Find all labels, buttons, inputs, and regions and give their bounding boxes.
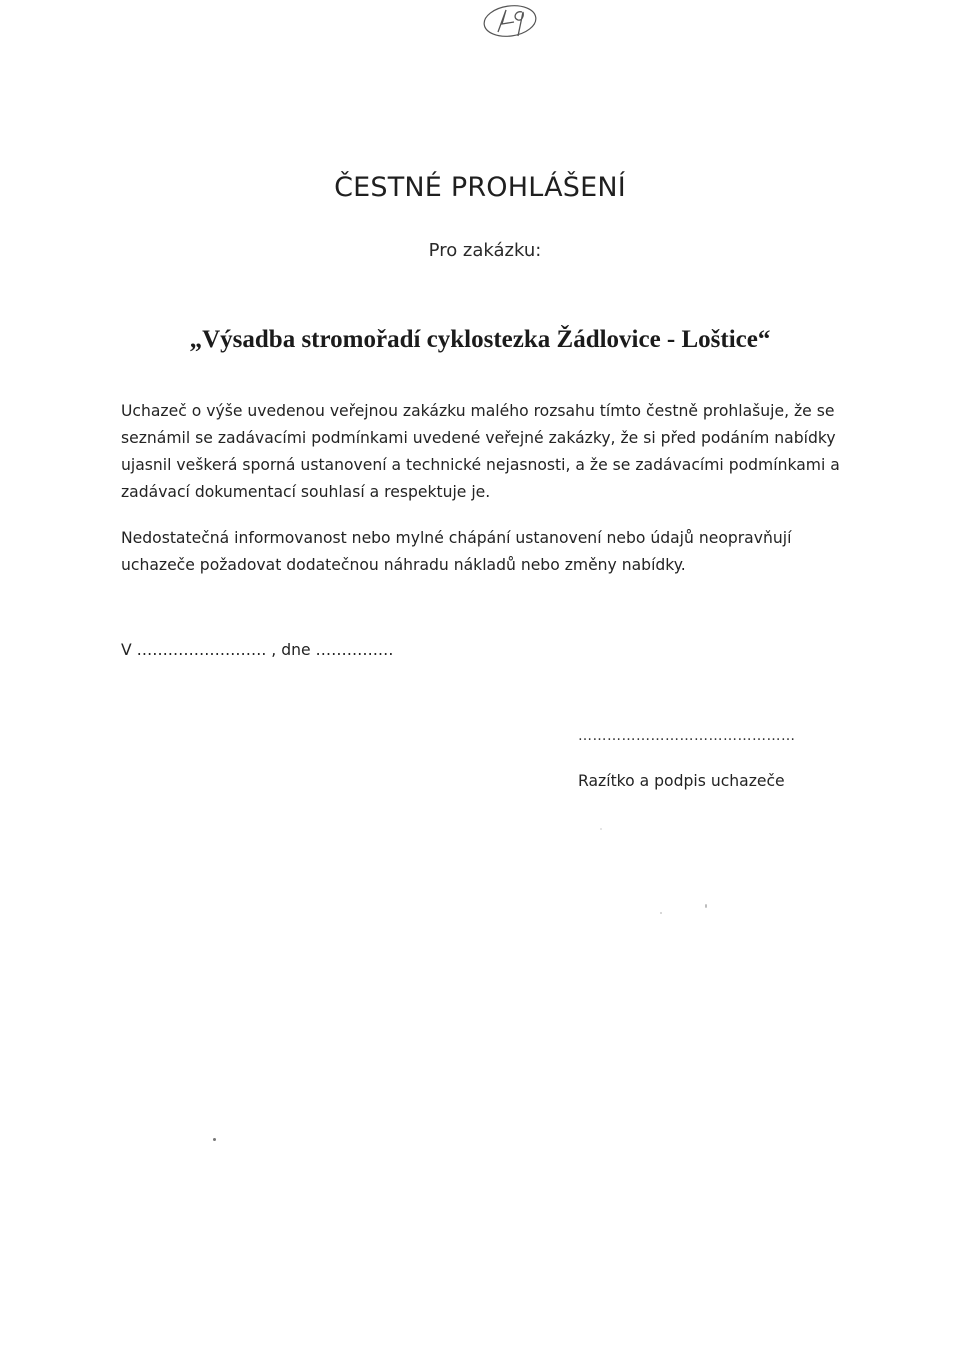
scan-speck bbox=[660, 912, 662, 914]
handwritten-page-number bbox=[478, 2, 542, 42]
contract-name: „Výsadba stromořadí cyklostezka Žádlovice - Loštice“ bbox=[189, 326, 771, 353]
scan-speck bbox=[213, 1138, 216, 1141]
declaration-paragraph-2: Nedostatečná informovanost nebo mylné chápání ustanovení nebo údajů neopravňují uchazeče požadovat dodatečnou náhradu nákladů nebo změny nabídky. bbox=[121, 529, 792, 574]
signature-label: Razítko a podpis uchazeče bbox=[578, 772, 785, 790]
document-title: ČESTNÉ PROHLÁŠENÍ bbox=[334, 172, 626, 203]
declaration-paragraph-1: Uchazeč o výše uvedenou veřejnou zakázku malého rozsahu tímto čestně prohlašuje, že se seznámil se zadávacími podmínkami uvedené veřejné zakázky, že si před podáním nabídky ujasnil veškerá sporná ustanovení a technické nejasnosti, a že se zadávacími podmínkami a zadávací dokumentací souhlasí a respektuje je. bbox=[121, 402, 840, 501]
circled-page-number-mark bbox=[478, 2, 542, 42]
document-subtitle: Pro zakázku: bbox=[428, 240, 542, 261]
scan-speck bbox=[705, 904, 707, 908]
place-date-field: V ……………………. , dne …………… bbox=[121, 641, 394, 659]
scan-speck bbox=[600, 828, 602, 830]
signature-dotted-line: ……………………………………… bbox=[578, 728, 796, 744]
